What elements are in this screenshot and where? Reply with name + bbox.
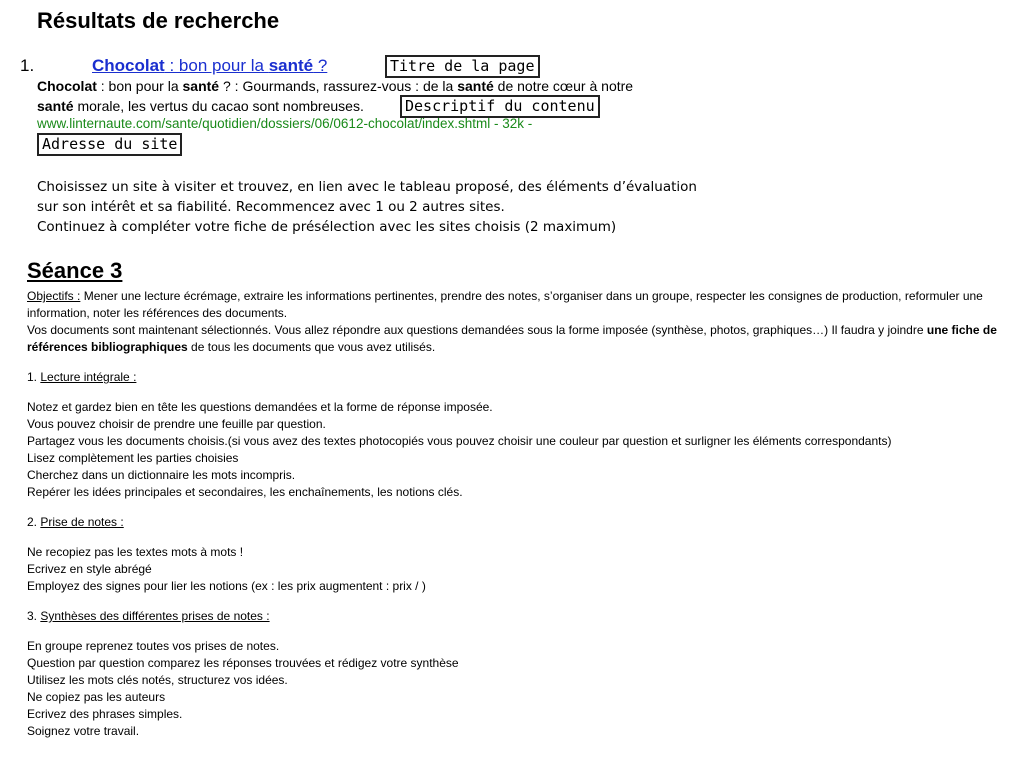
section-heading-3 <box>27 608 1002 625</box>
results-heading: Résultats de recherche <box>37 8 280 33</box>
list-item: Ne recopiez pas les textes mots à mots ! <box>27 545 244 559</box>
objectifs-paragraph <box>27 288 1002 322</box>
section-body-1 <box>27 399 1002 501</box>
section-number: 3. <box>27 609 41 623</box>
snippet-text: morale, les vertus du cacao sont nombreuses. <box>73 98 364 114</box>
section-body-3 <box>27 638 1002 740</box>
documents-text: Vos documents sont maintenant sélectionnés. Vous allez répondre aux questions demandées sous la forme imposée (synthèse, photos, graphiques…) Il faudra y joindre <box>27 323 927 337</box>
list-item: Vous pouvez choisir de prendre une feuille par question. <box>27 417 326 431</box>
result-snippet-line2 <box>37 98 364 114</box>
instructions <box>37 177 697 237</box>
list-item: Ecrivez des phrases simples. <box>27 707 183 721</box>
list-item: Cherchez dans un dictionnaire les mots incompris. <box>27 468 296 482</box>
instruction-line: Continuez à compléter votre fiche de présélection avec les sites choisis (2 maximum) <box>37 219 617 235</box>
section-number: 1. <box>27 370 41 384</box>
seance-section <box>27 256 1002 740</box>
instruction-line: Choisissez un site à visiter et trouvez, en lien avec le tableau proposé, des éléments d’évaluation <box>37 179 697 195</box>
title-keyword: santé <box>268 56 314 75</box>
result-number: 1. <box>20 56 35 75</box>
label-page-title: Titre de la page <box>385 55 540 78</box>
snippet-keyword: Chocolat <box>37 78 97 94</box>
section-body-2 <box>27 544 1002 595</box>
snippet-keyword: santé <box>457 78 494 94</box>
section-heading-2 <box>27 514 1002 531</box>
list-item: Notez et gardez bien en tête les questions demandées et la forme de réponse imposée. <box>27 400 493 414</box>
result-snippet-line1 <box>37 78 633 94</box>
title-text: : bon pour la <box>164 56 269 75</box>
list-item: Ne copiez pas les auteurs <box>27 690 166 704</box>
list-item: Utilisez les mots clés notés, structurez vos idées. <box>27 673 288 687</box>
list-item: Repérer les idées principales et secondaires, les enchaînements, les notions clés. <box>27 485 463 499</box>
section-title: Synthèses des différentes prises de notes : <box>40 609 270 623</box>
instruction-line: sur son intérêt et sa fiabilité. Recommencez avec 1 ou 2 autres sites. <box>37 199 505 215</box>
bibliography-emphasis: une fiche de références bibliographiques <box>27 323 997 354</box>
label-description: Descriptif du contenu <box>400 95 600 118</box>
list-item: Soignez votre travail. <box>27 724 140 738</box>
section-number: 2. <box>27 515 41 529</box>
list-item: Ecrivez en style abrégé <box>27 562 152 576</box>
documents-text-end: de tous les documents que vous avez utilisés. <box>187 340 436 354</box>
list-item: En groupe reprenez toutes vos prises de notes. <box>27 639 280 653</box>
section-heading-1 <box>27 369 1002 386</box>
search-results-screenshot <box>0 0 1024 240</box>
objectifs-text: Mener une lecture écrémage, extraire les informations pertinentes, prendre des notes, s’organiser dans un groupe, respecter les consignes de production, reformuler une information, noter les références des documents. <box>27 289 983 320</box>
snippet-text: ? : Gourmands, rassurez-vous : de la <box>219 78 458 94</box>
list-item: Lisez complètement les parties choisies <box>27 451 239 465</box>
objectifs-label: Objectifs : <box>27 289 81 303</box>
result-title-link[interactable] <box>92 56 327 76</box>
list-item: Question par question comparez les réponses trouvées et rédigez votre synthèse <box>27 656 459 670</box>
section-title: Lecture intégrale : <box>40 370 137 384</box>
documents-paragraph <box>27 322 1002 356</box>
list-item: Employez des signes pour lier les notions (ex : les prix augmentent : prix / ) <box>27 579 426 593</box>
snippet-keyword: santé <box>182 78 220 94</box>
seance-title: Séance 3 <box>27 258 123 283</box>
result-url[interactable]: www.linternaute.com/sante/quotidien/dossiers/06/0612-chocolat/index.shtml - 32k - <box>37 116 533 131</box>
snippet-text: : bon pour la <box>96 78 183 94</box>
title-keyword: Chocolat <box>92 56 165 75</box>
list-item: Partagez vous les documents choisis.(si vous avez des textes photocopiés vous pouvez choisir une couleur par question et surligner les éléments correspondants) <box>27 434 892 448</box>
snippet-text: de notre cœur à notre <box>493 78 634 94</box>
section-title: Prise de notes : <box>40 515 124 529</box>
label-address: Adresse du site <box>37 133 182 156</box>
snippet-keyword: santé <box>37 98 74 114</box>
title-text: ? <box>313 56 328 75</box>
